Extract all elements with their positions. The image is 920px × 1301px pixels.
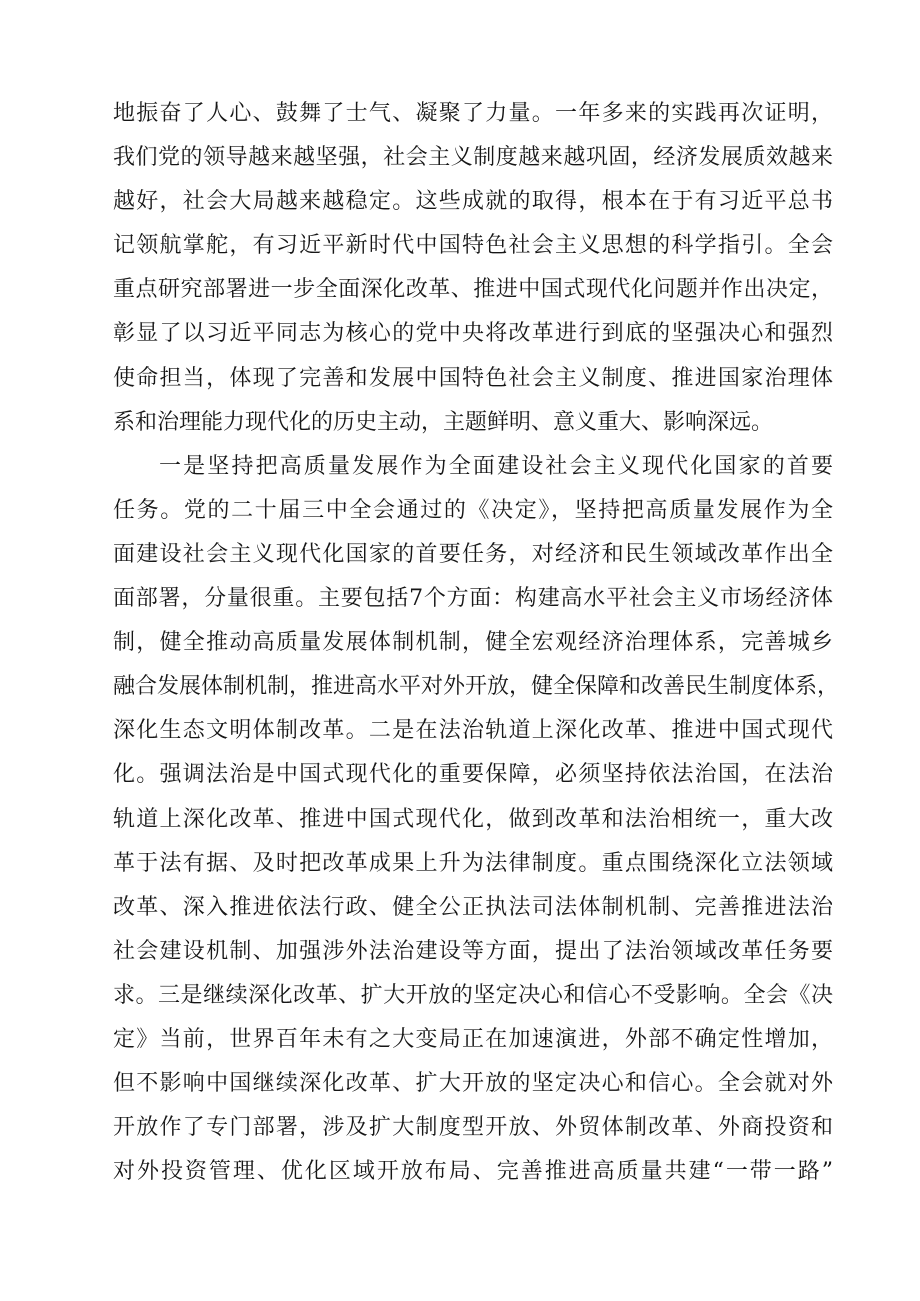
text-line: 对外投资管理、优化区域开放布局、完善推进高质量共建“一带一路” — [113, 1159, 833, 1185]
text-line: 求。三是继续深化改革、扩大开放的坚定决心和信心不受影响。全会《决 — [113, 982, 833, 1008]
text-line: 化。强调法治是中国式现代化的重要保障，必须坚持依法治国，在法治 — [113, 762, 833, 788]
text-line: 重点研究部署进一步全面深化改革、推进中国式现代化问题并作出决定， — [113, 277, 833, 303]
text-line: 我们党的领导越来越坚强，社会主义制度越来越巩固，经济发展质效越来 — [113, 145, 833, 171]
text-line: 但不影响中国继续深化改革、扩大开放的坚定决心和信心。全会就对外 — [113, 1071, 833, 1097]
text-line: 制，健全推动高质量发展体制机制，健全宏观经济治理体系，完善城乡 — [113, 630, 833, 656]
text-line: 革于法有据、及时把改革成果上升为法律制度。重点围绕深化立法领域 — [113, 850, 833, 876]
text-line: 社会建设机制、加强涉外法治建设等方面，提出了法治领域改革任务要 — [113, 938, 833, 964]
body-text — [113, 92, 840, 1194]
text-line: 任务。党的二十届三中全会通过的《决定》，坚持把高质量发展作为全 — [113, 497, 833, 523]
text-line: 面建设社会主义现代化国家的首要任务，对经济和民生领域改革作出全 — [113, 541, 833, 567]
text-line: 越好，社会大局越来越稳定。这些成就的取得，根本在于有习近平总书 — [113, 189, 833, 215]
text-line: 轨道上深化改革、推进中国式现代化，做到改革和法治相统一，重大改 — [113, 806, 833, 832]
text-line: 系和治理能力现代化的历史主动，主题鲜明、意义重大、影响深远。 — [113, 409, 774, 435]
text-line: 使命担当，体现了完善和发展中国特色社会主义制度、推进国家治理体 — [113, 365, 833, 391]
text-line: 定》当前，世界百年未有之大变局正在加速演进，外部不确定性增加， — [113, 1026, 833, 1052]
text-line: 开放作了专门部署，涉及扩大制度型开放、外贸体制改革、外商投资和 — [113, 1115, 833, 1141]
text-line: 融合发展体制机制，推进高水平对外开放，健全保障和改善民生制度体系， — [113, 674, 840, 700]
text-line: 地振奋了人心、鼓舞了士气、凝聚了力量。一年多来的实践再次证明， — [113, 101, 833, 126]
text-line: 改革、深入推进依法行政、健全公正执法司法体制机制、完善推进法治 — [113, 894, 833, 920]
text-line: 面部署，分量很重。主要包括7个方面：构建高水平社会主义市场经济体 — [113, 586, 833, 612]
text-line: 深化生态文明体制改革。二是在法治轨道上深化改革、推进中国式现代 — [113, 718, 833, 744]
text-line: 彰显了以习近平同志为核心的党中央将改革进行到底的坚强决心和强烈 — [113, 321, 833, 347]
text-line: 记领航掌舵，有习近平新时代中国特色社会主义思想的科学指引。全会 — [113, 233, 833, 259]
paragraph-first-line: 一是坚持把高质量发展作为全面建设社会主义现代化国家的首要 — [159, 453, 833, 479]
